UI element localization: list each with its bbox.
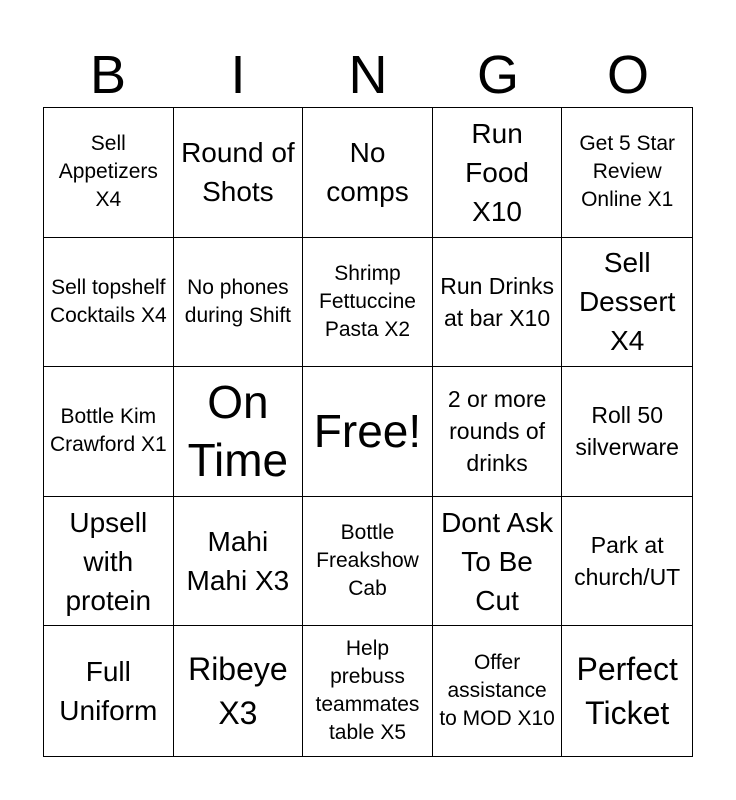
header-letter-o: O <box>606 45 649 105</box>
bingo-cell-text: Park at church/UT <box>574 532 681 591</box>
bingo-cell[interactable] <box>433 626 563 756</box>
header-letter-i: I <box>230 45 246 105</box>
bingo-cell[interactable] <box>44 497 174 627</box>
bingo-cell[interactable] <box>562 626 692 756</box>
bingo-cell[interactable] <box>44 626 174 756</box>
bingo-cell-text: Mahi Mahi X3 <box>186 526 290 597</box>
bingo-cell[interactable] <box>562 367 692 497</box>
bingo-cell[interactable] <box>433 497 563 627</box>
bingo-cell[interactable] <box>174 108 304 238</box>
bingo-cell[interactable] <box>44 367 174 497</box>
bingo-cell[interactable] <box>303 238 433 368</box>
bingo-cell free-space[interactable] <box>303 367 433 497</box>
bingo-cell-text: Sell topshelf Cocktails X4 <box>49 275 167 327</box>
bingo-cell[interactable] <box>303 626 433 756</box>
bingo-header <box>43 44 693 106</box>
bingo-cell-text: Roll 50 silverware <box>575 402 679 461</box>
bingo-cell-text: Round of Shots <box>181 137 295 208</box>
bingo-cell-text: No comps <box>326 137 409 208</box>
header-letter-g: G <box>476 45 519 105</box>
bingo-cell[interactable] <box>433 238 563 368</box>
bingo-cell-text: Get 5 Star Review Online X1 <box>579 132 676 212</box>
header-letter-n: N <box>348 45 388 105</box>
bingo-board <box>43 107 693 757</box>
bingo-cell-text: Sell Appetizers X4 <box>58 132 158 212</box>
bingo-cell[interactable] <box>174 626 304 756</box>
bingo-cell[interactable] <box>562 497 692 627</box>
bingo-cell-text: Offer assistance to MOD X10 <box>439 651 555 731</box>
bingo-cell-text: 2 or more rounds of drinks <box>447 386 547 477</box>
free-space-text: Free! <box>313 405 422 458</box>
bingo-cell[interactable] <box>303 108 433 238</box>
bingo-cell-text: On Time <box>187 376 289 487</box>
bingo-cell-text: Ribeye X3 <box>188 651 288 732</box>
bingo-cell-text: Run Drinks at bar X10 <box>440 272 554 331</box>
bingo-cell-text: Run Food X10 <box>465 117 529 227</box>
bingo-cell[interactable] <box>44 108 174 238</box>
bingo-cell[interactable] <box>562 238 692 368</box>
bingo-cell-text: Dont Ask To Be Cut <box>441 506 554 616</box>
bingo-cell-text: Bottle Kim Crawford X1 <box>49 405 167 457</box>
bingo-cell[interactable] <box>562 108 692 238</box>
bingo-cell[interactable] <box>44 238 174 368</box>
bingo-cell-text: Perfect Ticket <box>576 651 678 732</box>
bingo-cell[interactable] <box>174 238 304 368</box>
bingo-cell[interactable] <box>174 367 304 497</box>
bingo-cell-text: Bottle Freakshow Cab <box>316 521 419 601</box>
bingo-cell-text: Help prebuss teammates table X5 <box>315 637 420 745</box>
bingo-cell[interactable] <box>433 367 563 497</box>
header-letter-b: B <box>89 45 127 105</box>
bingo-cell[interactable] <box>303 497 433 627</box>
bingo-cell-text: No phones during Shift <box>184 275 291 327</box>
bingo-cell-text: Upsell with protein <box>65 506 152 616</box>
bingo-cell-text: Sell Dessert X4 <box>578 247 676 357</box>
bingo-cell[interactable] <box>433 108 563 238</box>
bingo-cell[interactable] <box>174 497 304 627</box>
bingo-cell-text: Full Uniform <box>59 656 158 727</box>
bingo-cell-text: Shrimp Fettuccine Pasta X2 <box>319 261 416 341</box>
